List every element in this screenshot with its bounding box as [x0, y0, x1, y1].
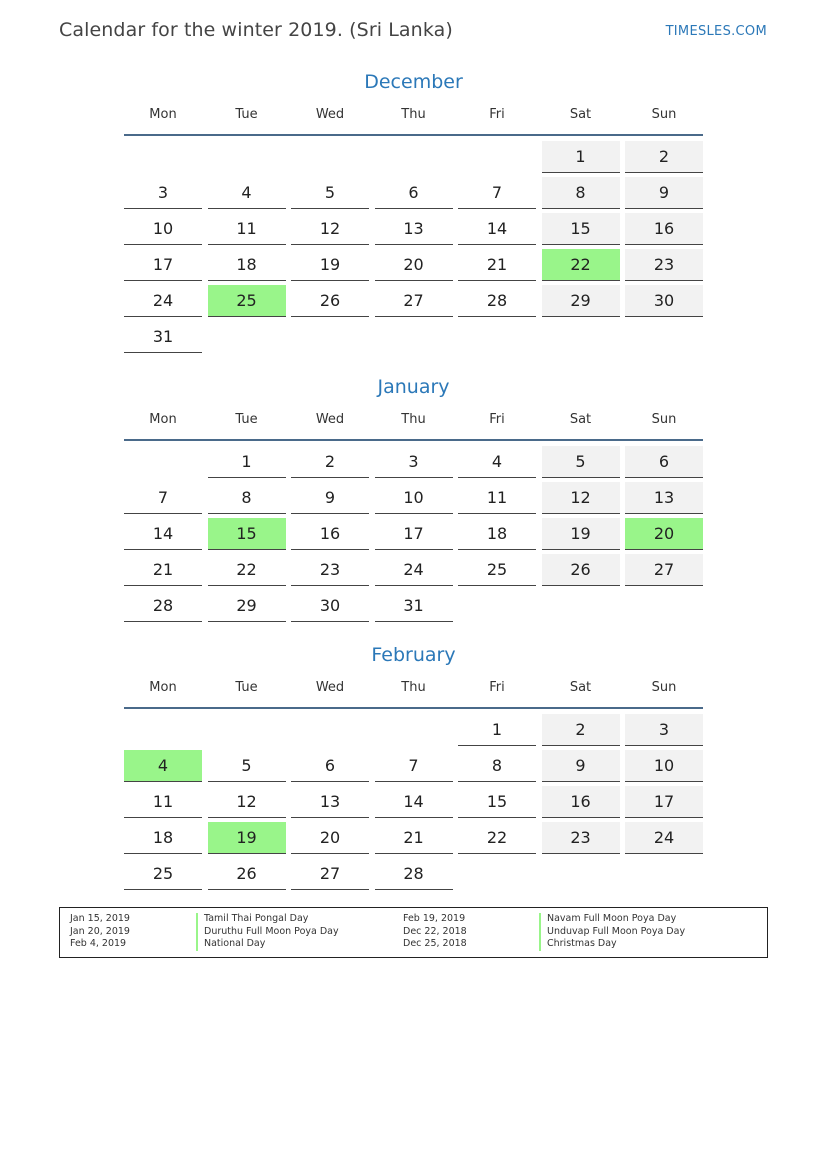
- day-cell[interactable]: 1: [542, 141, 620, 173]
- empty-day-cell: [208, 141, 286, 172]
- week-row: [124, 554, 703, 590]
- day-cell[interactable]: 25: [124, 858, 202, 890]
- day-cell[interactable]: 14: [375, 786, 453, 818]
- day-cell[interactable]: 10: [625, 750, 703, 782]
- day-cell[interactable]: 15: [542, 213, 620, 245]
- day-cell[interactable]: 13: [375, 213, 453, 245]
- empty-day-cell: [542, 858, 620, 889]
- weekday-label: Thu: [401, 412, 426, 427]
- empty-day-cell: [291, 714, 369, 745]
- day-cell[interactable]: 25: [458, 554, 536, 586]
- day-cell[interactable]: 21: [375, 822, 453, 854]
- day-cell[interactable]: 29: [542, 285, 620, 317]
- legend-date: Feb 4, 2019: [70, 938, 127, 950]
- day-cell[interactable]: 4: [458, 446, 536, 478]
- weekday-label: Wed: [315, 412, 345, 427]
- day-cell[interactable]: 9: [542, 750, 620, 782]
- day-cell[interactable]: 24: [124, 285, 202, 317]
- weekday-label: Mon: [149, 107, 177, 122]
- day-cell[interactable]: 20: [291, 822, 369, 854]
- empty-day-cell: [458, 590, 536, 621]
- day-cell[interactable]: 23: [542, 822, 620, 854]
- day-cell[interactable]: 23: [625, 249, 703, 281]
- legend-date: Feb 19, 2019: [403, 913, 466, 924]
- weekday-label: Wed: [315, 107, 345, 122]
- day-cell[interactable]: 4: [208, 177, 286, 209]
- month-january: [124, 373, 703, 626]
- day-cell[interactable]: 1: [458, 714, 536, 746]
- day-cell[interactable]: 12: [208, 786, 286, 818]
- day-cell[interactable]: 10: [124, 213, 202, 245]
- day-cell[interactable]: 16: [625, 213, 703, 245]
- day-cell[interactable]: 11: [124, 786, 202, 818]
- weekday-label: Sun: [651, 680, 677, 695]
- legend-left-names: [196, 913, 339, 951]
- empty-day-cell: [375, 321, 453, 352]
- day-cell[interactable]: 22: [458, 822, 536, 854]
- empty-day-cell: [458, 321, 536, 352]
- week-row: [124, 714, 703, 750]
- weekday-label: Tue: [235, 412, 258, 427]
- day-cell[interactable]: 26: [291, 285, 369, 317]
- week-row: [124, 858, 703, 894]
- weekday-label: Fri: [489, 680, 505, 695]
- empty-day-cell: [625, 590, 703, 621]
- legend-left-dates: [70, 913, 130, 951]
- day-cell[interactable]: 14: [458, 213, 536, 245]
- weekday-label: Wed: [315, 680, 345, 695]
- day-cell[interactable]: 16: [291, 518, 369, 550]
- day-cell[interactable]: 6: [291, 750, 369, 782]
- day-cell[interactable]: 28: [375, 858, 453, 890]
- day-cell[interactable]: 26: [542, 554, 620, 586]
- day-cell[interactable]: 27: [375, 285, 453, 317]
- day-cell[interactable]: 11: [458, 482, 536, 514]
- holiday-day-cell[interactable]: 20: [625, 518, 703, 550]
- day-cell[interactable]: 6: [625, 446, 703, 478]
- month-name: February: [371, 644, 456, 666]
- day-cell[interactable]: 14: [124, 518, 202, 550]
- day-cell[interactable]: 18: [208, 249, 286, 281]
- empty-day-cell: [124, 141, 202, 172]
- weekday-label: Sat: [569, 107, 592, 122]
- day-cell[interactable]: 28: [458, 285, 536, 317]
- week-row: [124, 141, 703, 177]
- week-row: [124, 285, 703, 321]
- day-cell[interactable]: 26: [208, 858, 286, 890]
- day-cell[interactable]: 2: [542, 714, 620, 746]
- week-row: [124, 213, 703, 249]
- day-cell[interactable]: 12: [291, 213, 369, 245]
- holiday-day-cell[interactable]: 19: [208, 822, 286, 854]
- day-cell[interactable]: 7: [124, 482, 202, 514]
- weekday-header: [124, 669, 703, 709]
- week-row: [124, 750, 703, 786]
- empty-day-cell: [625, 858, 703, 889]
- day-cell[interactable]: 17: [124, 249, 202, 281]
- day-cell[interactable]: 1: [208, 446, 286, 478]
- legend-holiday-name: Duruthu Full Moon Poya Day: [196, 926, 339, 939]
- day-cell[interactable]: 9: [625, 177, 703, 209]
- day-cell[interactable]: 11: [208, 213, 286, 245]
- day-cell[interactable]: 7: [458, 177, 536, 209]
- empty-day-cell: [291, 141, 369, 172]
- legend-date: Dec 25, 2018: [403, 938, 467, 950]
- day-cell[interactable]: 2: [291, 446, 369, 478]
- week-row: [124, 590, 703, 626]
- legend-date: Dec 22, 2018: [403, 925, 467, 937]
- day-cell[interactable]: 17: [375, 518, 453, 550]
- day-cell[interactable]: 24: [375, 554, 453, 586]
- day-cell[interactable]: 31: [375, 590, 453, 622]
- day-cell[interactable]: 30: [625, 285, 703, 317]
- day-cell[interactable]: 17: [625, 786, 703, 818]
- day-cell[interactable]: 12: [542, 482, 620, 514]
- empty-day-cell: [291, 321, 369, 352]
- day-cell[interactable]: 8: [542, 177, 620, 209]
- legend-right-names: [539, 913, 685, 951]
- day-cell[interactable]: 10: [375, 482, 453, 514]
- empty-day-cell: [124, 714, 202, 745]
- day-cell[interactable]: 21: [458, 249, 536, 281]
- empty-day-cell: [375, 714, 453, 745]
- day-cell[interactable]: 7: [375, 750, 453, 782]
- empty-day-cell: [208, 714, 286, 745]
- month-december: [124, 68, 703, 357]
- legend-date: Jan 15, 2019: [70, 913, 130, 924]
- day-cell[interactable]: 27: [625, 554, 703, 586]
- day-cell[interactable]: 30: [291, 590, 369, 622]
- day-cell[interactable]: 23: [291, 554, 369, 586]
- empty-day-cell: [208, 321, 286, 352]
- day-cell[interactable]: 3: [625, 714, 703, 746]
- holiday-day-cell[interactable]: 22: [542, 249, 620, 281]
- day-cell[interactable]: 5: [208, 750, 286, 782]
- page-title: Calendar for the winter 2019. (Sri Lanka): [59, 19, 453, 41]
- day-cell[interactable]: 20: [375, 249, 453, 281]
- weekday-label: Sat: [569, 412, 592, 427]
- holiday-day-cell[interactable]: 25: [208, 285, 286, 317]
- weekday-label: Thu: [401, 107, 426, 122]
- weekday-label: Mon: [149, 412, 177, 427]
- holiday-day-cell[interactable]: 4: [124, 750, 202, 782]
- week-row: [124, 822, 703, 858]
- day-cell[interactable]: 3: [375, 446, 453, 478]
- day-cell[interactable]: 3: [124, 177, 202, 209]
- day-cell[interactable]: 24: [625, 822, 703, 854]
- weekday-header: [124, 401, 703, 441]
- legend-holiday-name: National Day: [196, 938, 339, 951]
- empty-day-cell: [124, 446, 202, 477]
- week-row: [124, 249, 703, 285]
- day-cell[interactable]: 13: [625, 482, 703, 514]
- holiday-legend: [59, 907, 768, 958]
- weekday-label: Tue: [235, 107, 258, 122]
- week-row: [124, 446, 703, 482]
- empty-day-cell: [458, 141, 536, 172]
- day-cell[interactable]: 15: [458, 786, 536, 818]
- day-cell[interactable]: 2: [625, 141, 703, 173]
- weekday-label: Tue: [235, 680, 258, 695]
- empty-day-cell: [458, 858, 536, 889]
- brand-link[interactable]: TIMESLES.COM: [665, 24, 767, 39]
- weekday-label: Mon: [149, 680, 177, 695]
- month-name: January: [377, 376, 450, 398]
- weekday-label: Sat: [569, 680, 592, 695]
- empty-day-cell: [542, 321, 620, 352]
- week-row: [124, 177, 703, 213]
- week-row: [124, 518, 703, 554]
- month-february: [124, 641, 703, 894]
- day-cell[interactable]: 27: [291, 858, 369, 890]
- weekday-label: Fri: [489, 412, 505, 427]
- empty-day-cell: [375, 141, 453, 172]
- day-cell[interactable]: 9: [291, 482, 369, 514]
- week-row: [124, 321, 703, 357]
- empty-day-cell: [625, 321, 703, 352]
- weekday-label: Sun: [651, 412, 677, 427]
- weekday-label: Thu: [401, 680, 426, 695]
- day-cell[interactable]: 6: [375, 177, 453, 209]
- day-cell[interactable]: 5: [542, 446, 620, 478]
- legend-date: Jan 20, 2019: [70, 925, 130, 937]
- legend-right-dates: [403, 913, 467, 951]
- day-cell[interactable]: 21: [124, 554, 202, 586]
- day-cell[interactable]: 31: [124, 321, 202, 353]
- day-cell[interactable]: 18: [124, 822, 202, 854]
- weekday-label: Fri: [489, 107, 505, 122]
- day-cell[interactable]: 29: [208, 590, 286, 622]
- day-cell[interactable]: 22: [208, 554, 286, 586]
- holiday-day-cell[interactable]: 15: [208, 518, 286, 550]
- legend-holiday-name: Tamil Thai Pongal Day: [196, 913, 339, 926]
- legend-holiday-name: Unduvap Full Moon Poya Day: [539, 926, 685, 939]
- day-cell[interactable]: 16: [542, 786, 620, 818]
- weekday-label: Sun: [651, 107, 677, 122]
- day-cell[interactable]: 8: [208, 482, 286, 514]
- legend-holiday-name: Navam Full Moon Poya Day: [539, 913, 685, 926]
- day-cell[interactable]: 19: [291, 249, 369, 281]
- legend-holiday-name: Christmas Day: [539, 938, 685, 951]
- day-cell[interactable]: 8: [458, 750, 536, 782]
- day-cell[interactable]: 19: [542, 518, 620, 550]
- day-cell[interactable]: 28: [124, 590, 202, 622]
- week-row: [124, 482, 703, 518]
- week-row: [124, 786, 703, 822]
- month-name: December: [364, 71, 463, 93]
- day-cell[interactable]: 18: [458, 518, 536, 550]
- day-cell[interactable]: 13: [291, 786, 369, 818]
- weekday-header: [124, 96, 703, 136]
- day-cell[interactable]: 5: [291, 177, 369, 209]
- empty-day-cell: [542, 590, 620, 621]
